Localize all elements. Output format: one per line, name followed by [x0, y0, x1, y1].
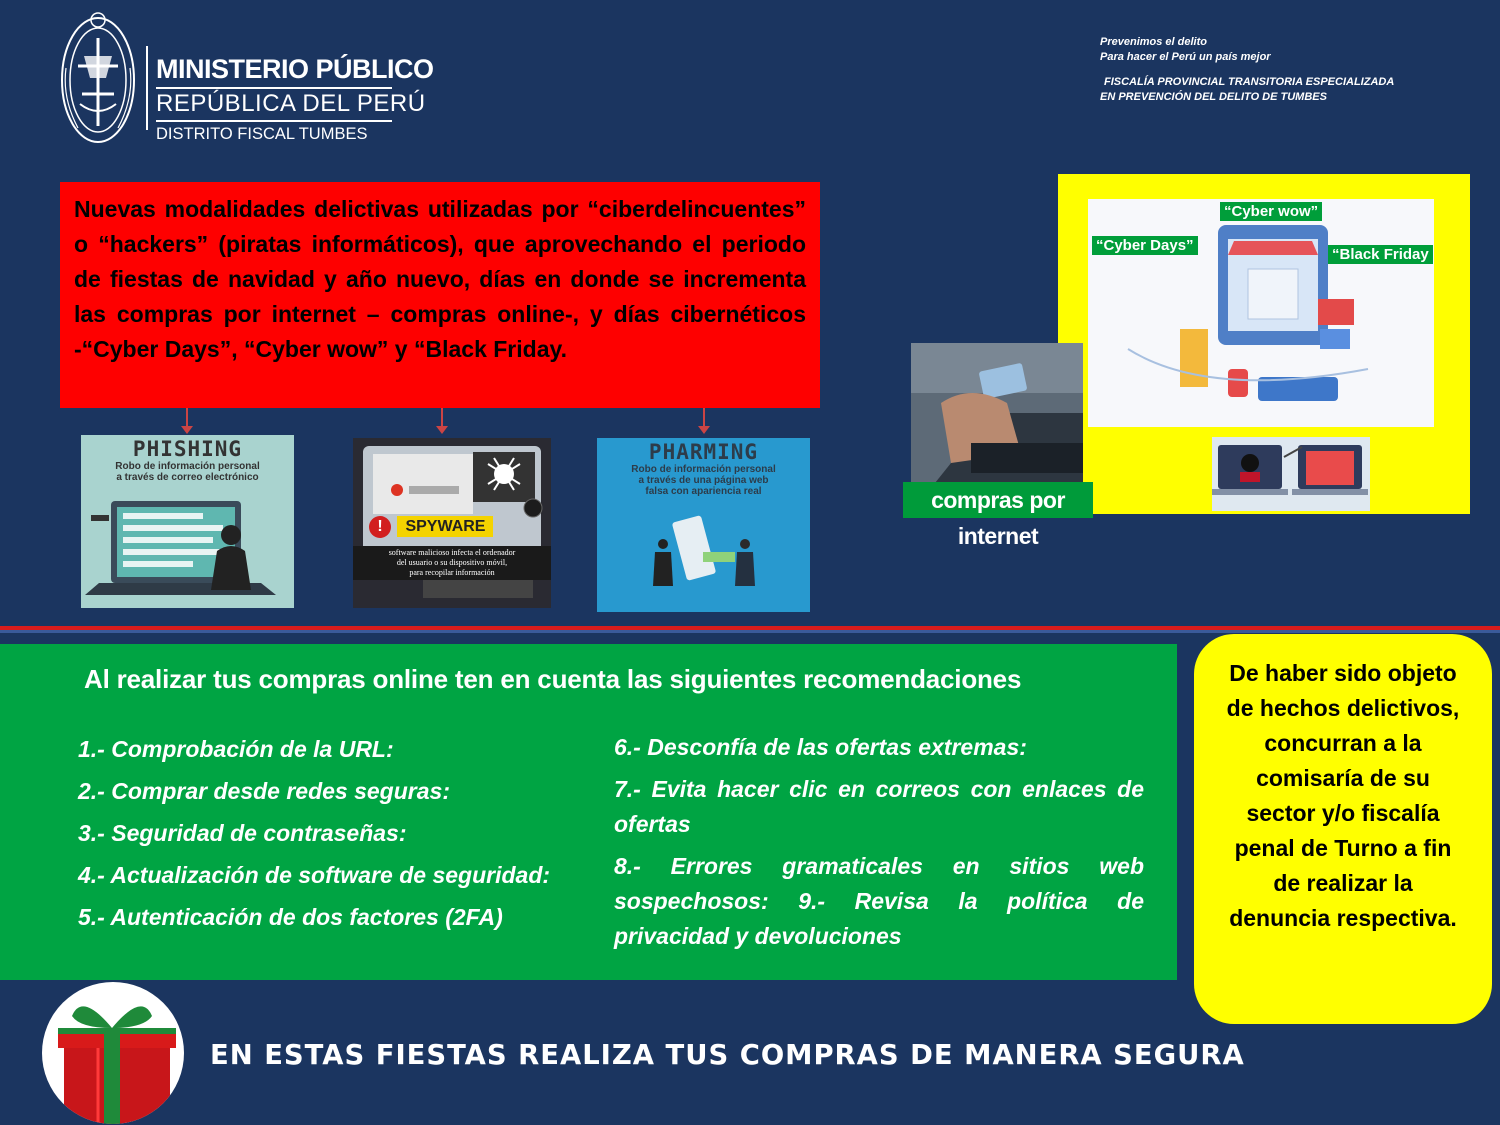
credit-card-laptop-icon [911, 343, 1083, 488]
footer-slogan: EN ESTAS FIESTAS REALIZA TUS COMPRAS DE MANERA SEGURA [210, 1038, 1245, 1071]
recommendation-item: 7.- Evita hacer clic en correos con enlaces de ofertas [614, 776, 1144, 837]
tag-cyber-days: “Cyber Days” [1092, 236, 1198, 255]
logo-divider [146, 46, 148, 130]
office-line-1: FISCALÍA PROVINCIAL TRANSITORIA ESPECIALIZADA [1104, 76, 1395, 88]
logo-subtitle: REPÚBLICA DEL PERÚ [156, 90, 426, 117]
tag-cyber-wow: “Cyber wow” [1220, 202, 1322, 221]
pharming-subtitle-2: a través de una página web [638, 475, 769, 486]
arrow-to-phishing [186, 408, 188, 428]
spyware-label: SPYWARE [397, 516, 493, 537]
recommendation-item: 8.- Errores gramaticales en sitios web sospechosos: 9.- Revisa la política de privacidad y devoluciones [614, 853, 1144, 949]
ministerio-seal-logo [58, 8, 138, 146]
recommendation-item: 6.- Desconfía de las ofertas extremas: [614, 734, 1027, 760]
slogan-line-2: Para hacer el Perú un país mejor [1100, 51, 1271, 63]
gift-box-icon [42, 982, 184, 1124]
recommendations-title: Al realizar tus compras online ten en cuenta las siguientes recomendaciones [84, 664, 1022, 694]
laptop-hacker-icon [81, 495, 294, 608]
fake-webpage-icon [597, 508, 810, 612]
recommendation-item: 4.- Actualización de software de seguridad: [78, 862, 551, 888]
hacker-laptops-icon [1212, 437, 1370, 511]
recommendations-right-list [614, 730, 1144, 961]
phishing-subtitle-1: Robo de información personal [115, 461, 260, 472]
tag-black-friday: “Black Friday [1328, 245, 1433, 264]
intro-box [60, 182, 820, 408]
logo-title: MINISTERIO PÚBLICO [156, 54, 434, 84]
recommendation-item: 3.- Seguridad de contraseñas: [78, 820, 407, 846]
phishing-panel [81, 435, 294, 608]
recommendation-item: 2.- Comprar desde redes seguras: [78, 778, 450, 804]
gift-badge [42, 982, 184, 1124]
arrow-to-pharming [703, 408, 705, 428]
hacker-laptops-illustration [1212, 437, 1370, 511]
recommendations-left-list [78, 728, 588, 938]
recommendation-item: 5.- Autenticación de dos factores (2FA) [78, 904, 503, 930]
pharming-subtitle-1: Robo de información personal [631, 464, 776, 475]
online-purchases-label: compras por internet [903, 482, 1093, 518]
intro-text: Nuevas modalidades delictivas utilizadas por “ciberdelincuentes” o “hackers” (piratas informáticos), que aprovechando el periodo de fiestas de navidad y año nuevo, días en donde se incrementa las compras por internet – compras online-, y días cibernéticos -“Cyber Days”, “Cyber wow” y “Black Friday. [74, 196, 806, 362]
recommendation-item: 1.- Comprobación de la URL: [78, 736, 394, 762]
header-info [1100, 35, 1480, 105]
pharming-title: PHARMING [648, 440, 759, 464]
advisory-text: De haber sido objeto de hechos delictivos, concurran a la comisaría de su sector y/o fiscalía penal de Turno a fin de realizar la denuncia respectiva. [1226, 660, 1460, 931]
online-shop-icon [1088, 199, 1434, 427]
office-line-2: EN PREVENCIÓN DEL DELITO DE TUMBES [1100, 91, 1327, 103]
pharming-subtitle-3: falsa con apariencia real [645, 486, 762, 497]
spyware-caption: software malicioso infecta el ordenador del usuario o su dispositivo móvil, para recopilar información [353, 546, 551, 580]
advisory-box [1194, 634, 1492, 1024]
slogan-line-1: Prevenimos el delito [1100, 36, 1207, 48]
arrow-to-spyware [441, 408, 443, 428]
pharming-panel [597, 438, 810, 612]
logo-district: DISTRITO FISCAL TUMBES [156, 125, 368, 143]
phishing-subtitle-2: a través de correo electrónico [116, 472, 259, 483]
spyware-panel [353, 438, 551, 608]
typing-laptop-photo [911, 343, 1083, 488]
phishing-title: PHISHING [132, 437, 243, 461]
spyware-label-wrapper [369, 516, 493, 538]
ministerio-logo-text [156, 54, 434, 144]
warning-icon: ! [369, 516, 391, 538]
online-shop-illustration [1088, 199, 1434, 427]
section-divider-blue [0, 630, 1500, 633]
